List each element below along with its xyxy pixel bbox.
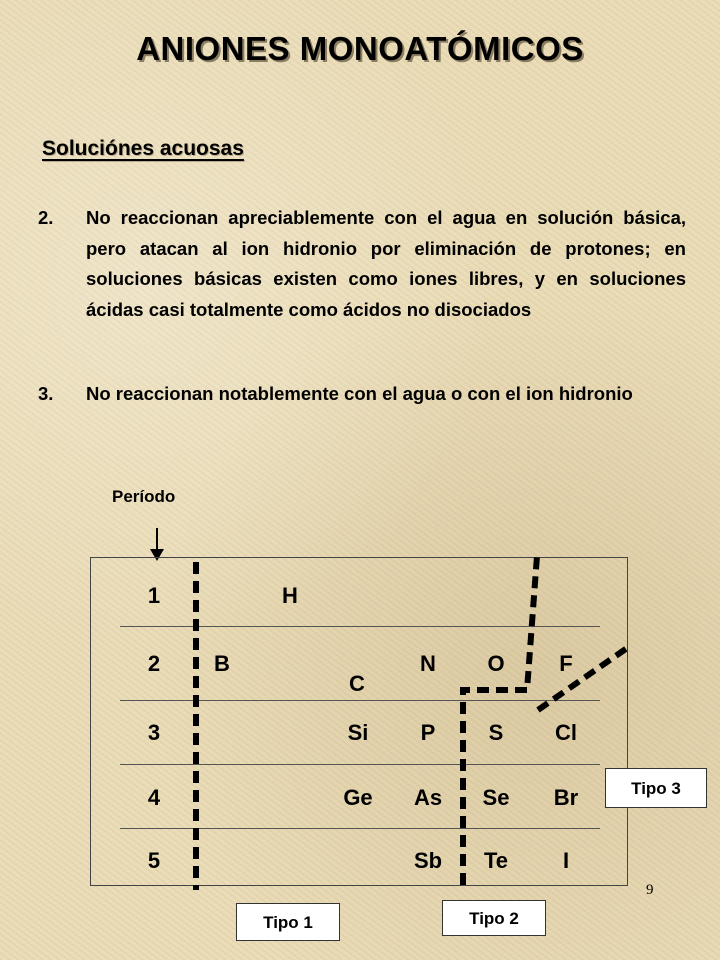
element-te: Te bbox=[483, 848, 509, 873]
page-title: ANIONES MONOATÓMICOS bbox=[136, 30, 584, 67]
element-o: O bbox=[487, 651, 505, 676]
list-item-text: No reaccionan apreciablemente con el agua en solución básica, pero atacan al ion hidronio por eliminación de protones; en soluciones básicas existen como iones libres, y en soluciones ácidas casi totalmente como ácidos no disociados bbox=[86, 207, 686, 320]
tipo2-boundary-line bbox=[463, 556, 537, 885]
list-item-number: 3. bbox=[38, 383, 54, 404]
element-i: I bbox=[562, 848, 570, 873]
element-br: Br bbox=[553, 785, 579, 810]
periodo-label: Período bbox=[112, 487, 176, 506]
tipo2-label: Tipo 2 bbox=[442, 900, 546, 936]
element-c: C bbox=[349, 671, 365, 696]
element-h: H bbox=[282, 583, 298, 608]
subtitle: Soluciónes acuosas bbox=[42, 137, 244, 160]
tipo3-label: Tipo 3 bbox=[605, 768, 707, 808]
period-number: 3 bbox=[147, 720, 161, 745]
element-b: B bbox=[214, 651, 230, 676]
period-number: 4 bbox=[147, 785, 161, 810]
element-sb: Sb bbox=[413, 848, 443, 873]
period-number: 2 bbox=[147, 651, 161, 676]
tipo1-label: Tipo 1 bbox=[236, 903, 340, 941]
element-si: Si bbox=[347, 720, 369, 745]
tipo3-boundary-line bbox=[538, 646, 630, 710]
element-f: F bbox=[559, 651, 573, 676]
list-item-text: No reaccionan notablemente con el agua o con el ion hidronio bbox=[86, 383, 633, 404]
element-ge: Ge bbox=[343, 785, 373, 810]
period-number: 5 bbox=[147, 848, 161, 873]
element-p: P bbox=[420, 720, 436, 745]
element-se: Se bbox=[482, 785, 510, 810]
period-number: 1 bbox=[147, 583, 161, 608]
element-cl: Cl bbox=[555, 720, 577, 745]
element-s: S bbox=[488, 720, 504, 745]
list-item-number: 2. bbox=[38, 207, 54, 228]
element-n: N bbox=[420, 651, 436, 676]
page-number: 9 bbox=[646, 882, 654, 898]
element-as: As bbox=[413, 785, 443, 810]
